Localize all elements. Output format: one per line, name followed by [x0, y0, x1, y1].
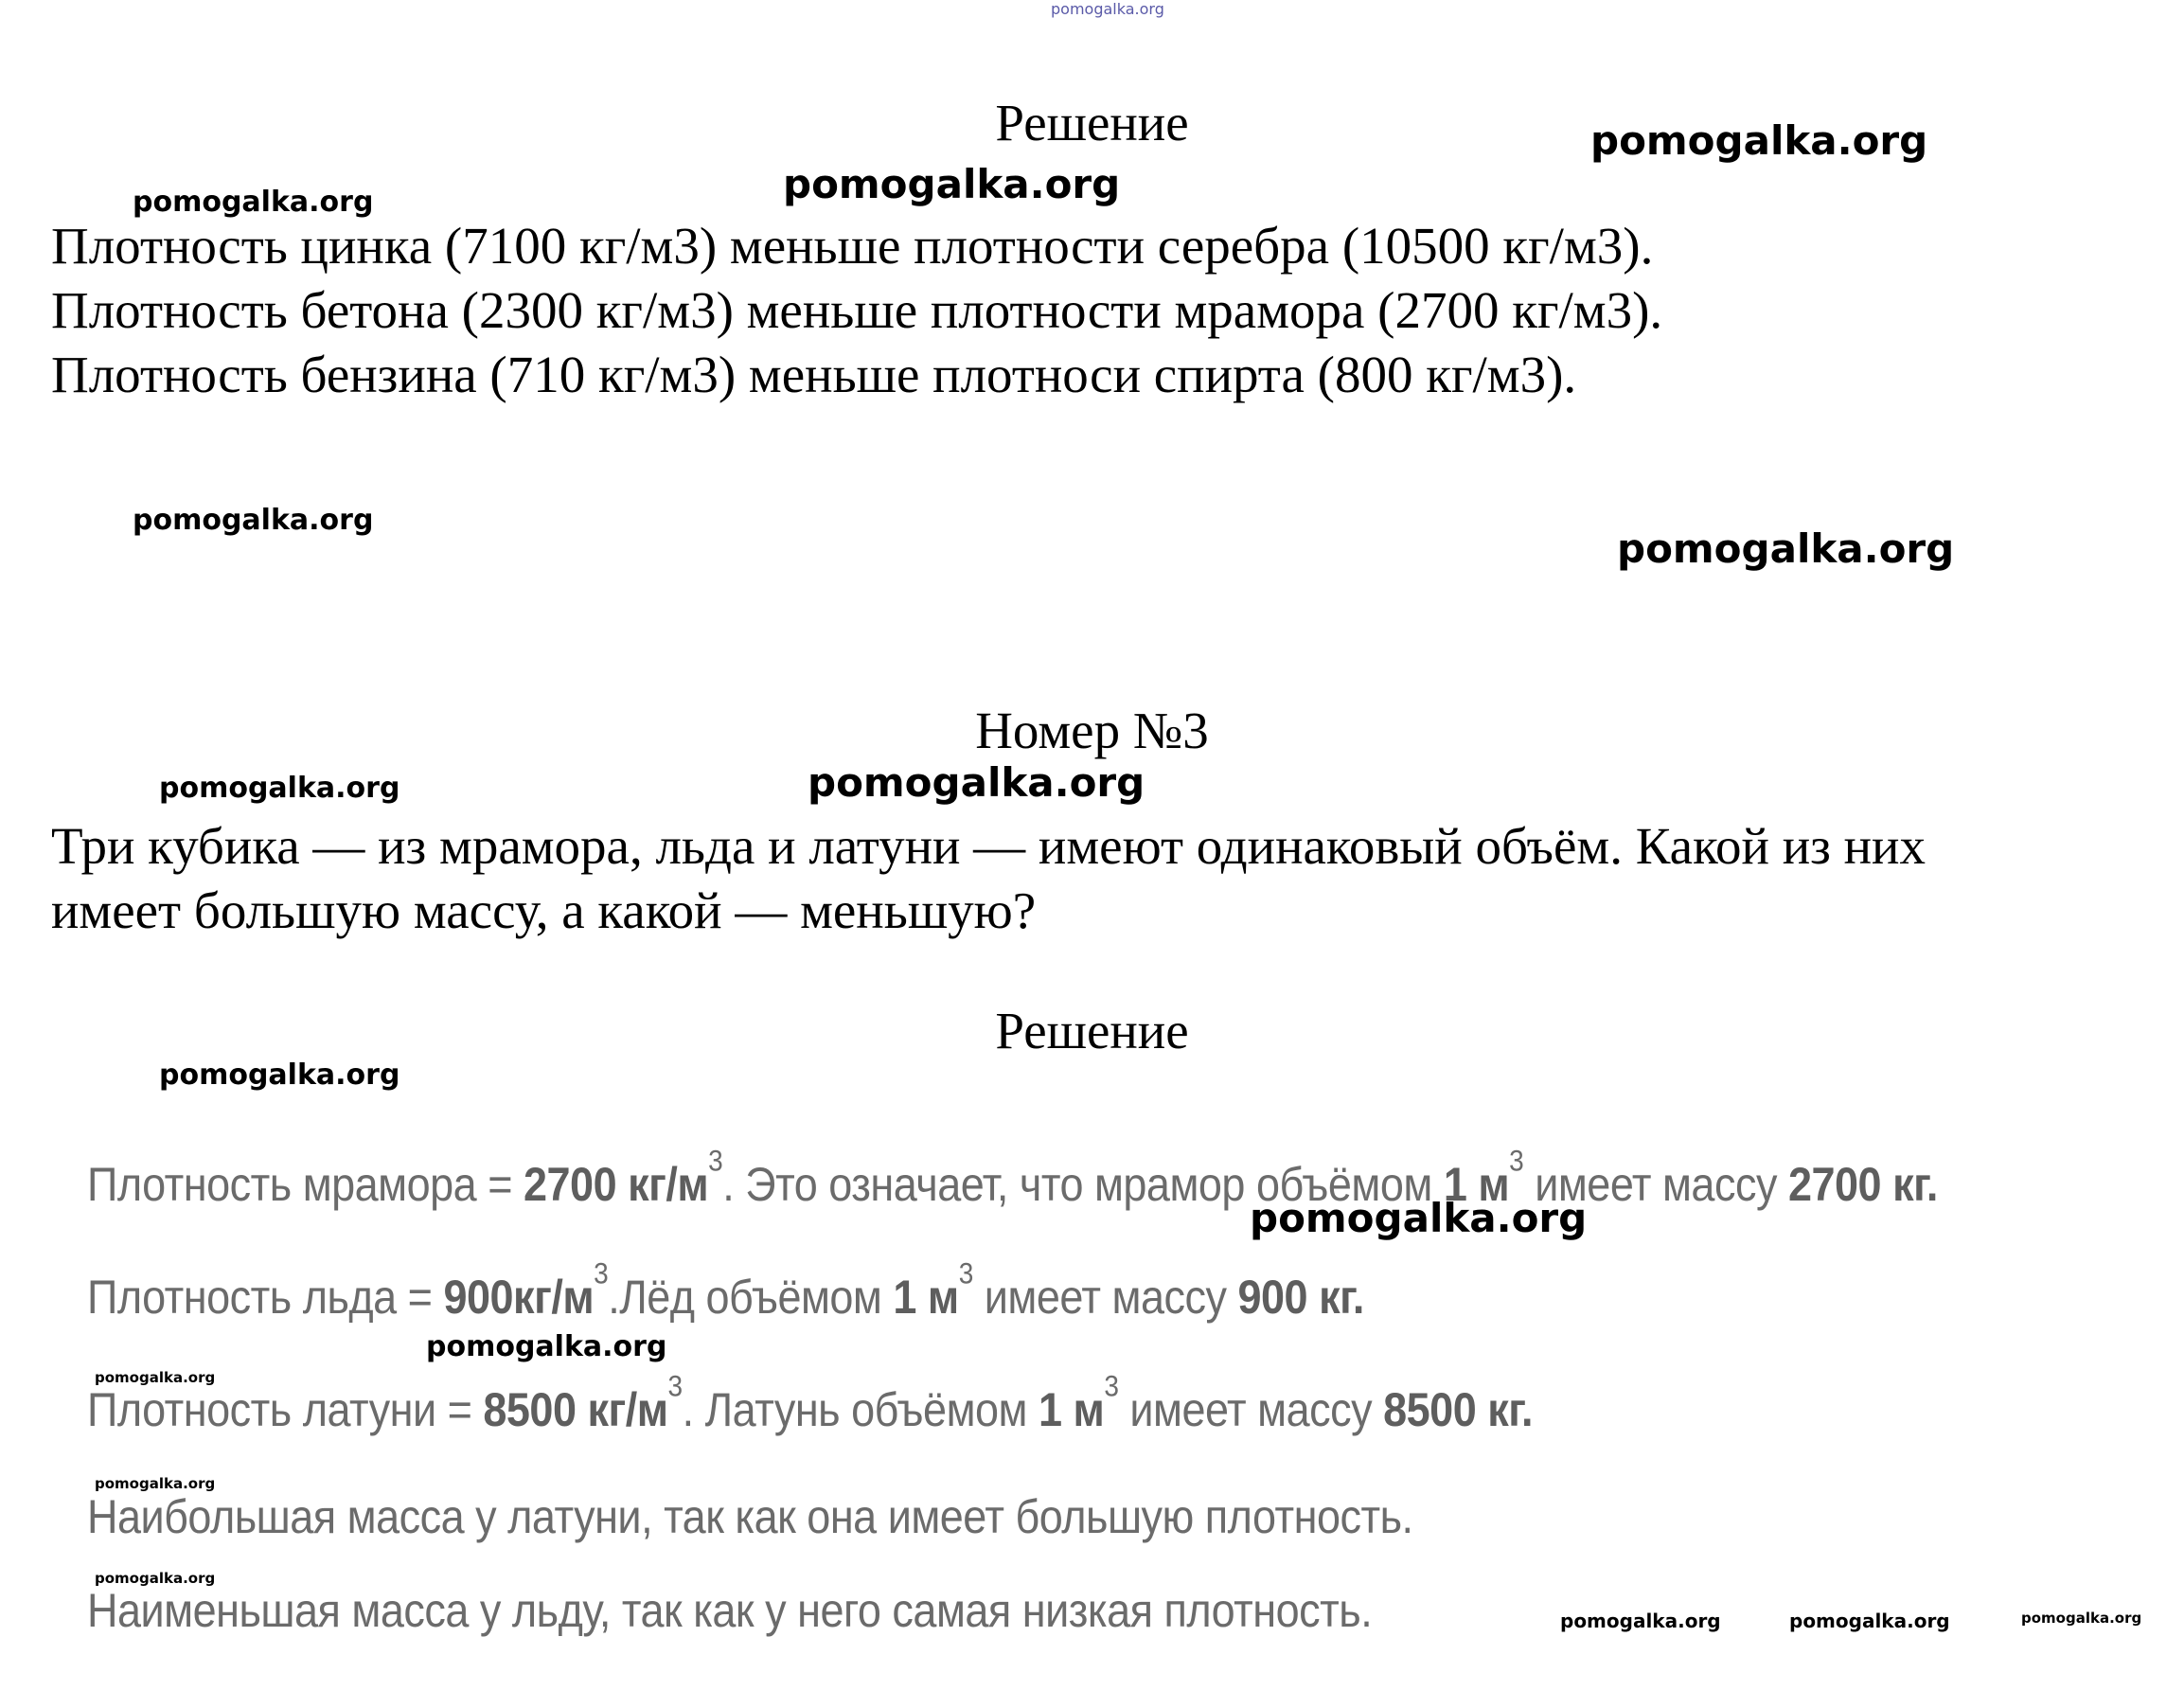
- watermark: pomogalka.org: [95, 1475, 216, 1492]
- watermark: pomogalka.org: [808, 759, 1145, 806]
- watermark: pomogalka.org: [1560, 1610, 1721, 1632]
- heading-solution-2: Решение: [995, 1002, 1189, 1059]
- watermark: pomogalka.org: [426, 1330, 667, 1363]
- watermark: pomogalka.org: [2021, 1610, 2142, 1627]
- watermark: pomogalka.org: [95, 1369, 216, 1386]
- watermark: pomogalka.org: [159, 1059, 400, 1092]
- watermark: pomogalka.org: [1590, 117, 1928, 164]
- watermark: pomogalka.org: [1789, 1610, 1950, 1632]
- density-line-zinc: Плотность цинка (7100 кг/м3) меньше плотности серебра (10500 кг/м3).: [51, 217, 1654, 275]
- watermark: pomogalka.org: [783, 161, 1121, 207]
- solution-line-ice: Плотность льда = $900кг/м^3.Лёд$ объёмом 1 $м^3$ имеет массу 900 кг.: [87, 1256, 1364, 1325]
- density-line-concrete: Плотность бетона (2300 кг/м3) меньше плотности мрамора (2700 кг/м3).: [51, 281, 1663, 339]
- watermark: pomogalka.org: [133, 504, 374, 537]
- density-line-gasoline: Плотность бензина (710 кг/м3) меньше плотноси спирта (800 кг/м3).: [51, 346, 1577, 403]
- watermark: pomogalka.org: [95, 1570, 216, 1587]
- watermark: pomogalka.org: [1617, 525, 1955, 572]
- watermark: pomogalka.org: [159, 772, 400, 805]
- watermark: pomogalka.org: [133, 186, 374, 219]
- heading-solution-1: Решение: [995, 94, 1189, 151]
- watermark-top: pomogalka.org: [1051, 0, 1164, 18]
- solution-line-smallest: Наименьшая масса у льду, так как у него самая низкая плотность.: [87, 1583, 1373, 1638]
- watermark: pomogalka.org: [1250, 1195, 1588, 1241]
- heading-number: Номер №3: [975, 702, 1209, 759]
- solution-line-largest: Наибольшая масса у латуни, так как она имеет большую плотность.: [87, 1489, 1413, 1544]
- solution-line-marble: Плотность мрамора = 2700 $кг/м^3$. Это означает, что мрамор объёмом 1 $м^3$ имеет массу 2700 кг.: [87, 1144, 1938, 1212]
- task-line-1: Три кубика — из мрамора, льда и латуни — имеют одинаковый объём. Какой из них: [51, 817, 1926, 875]
- task-line-2: имеет большую массу, а какой — меньшую?: [51, 881, 1037, 939]
- solution-line-brass: Плотность латуни = 8500 $кг/м^3$. Латунь объёмом 1 $м^3$ имеет массу 8500 кг.: [87, 1369, 1533, 1437]
